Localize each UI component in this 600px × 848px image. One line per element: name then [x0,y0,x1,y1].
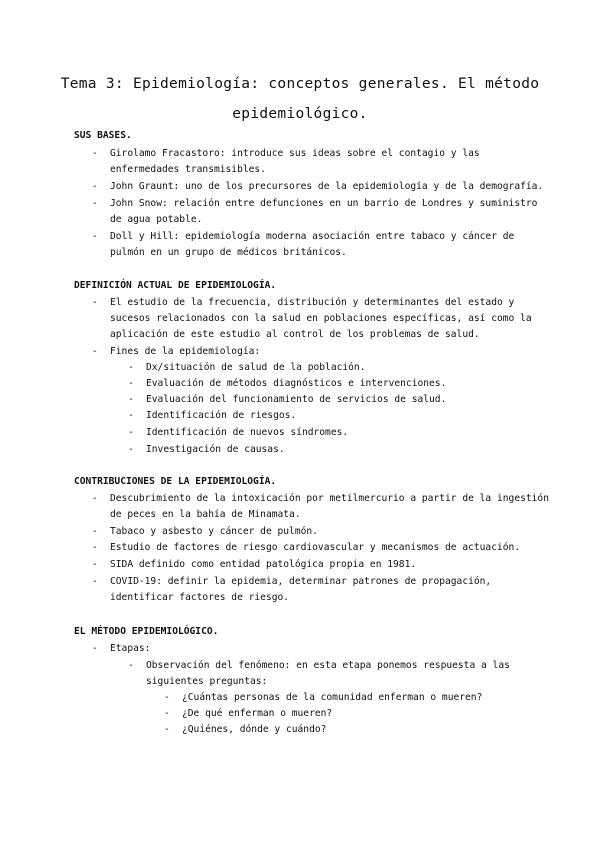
list-item-text: Fines de la epidemiología: [110,346,261,357]
bullet-dash: - [92,181,98,192]
sublist-item-text: Investigación de causas. [146,444,285,455]
bullet-dash: - [92,643,98,654]
bullet-dash: - [128,444,134,455]
bullet-dash: - [128,427,134,438]
list-item-text: El estudio de la frecuencia, distribución y determinantes del estado y [110,297,515,308]
sublist-item-text: Identificación de nuevos síndromes. [146,427,349,438]
section-heading-bases: SUS BASES. [74,130,132,141]
bullet-dash: - [164,708,170,719]
bullet-dash: - [128,378,134,389]
list-item-text: identificar factores de riesgo. [110,592,290,603]
sublist-item-text: siguientes preguntas: [146,676,268,687]
list-item-text: Girolamo Fracastoro: introduce sus ideas sobre el contagio y las [110,148,480,159]
bullet-dash: - [128,362,134,373]
list-item-text: COVID-19: definir la epidemia, determinar patrones de propagación, [110,576,492,587]
sublist-item-text: Evaluación de métodos diagnósticos e intervenciones. [146,378,447,389]
list-item-text: Descubrimiento de la intoxicación por metilmercurio a partir de la ingestión [110,493,549,504]
bullet-dash: - [128,660,134,671]
bullet-dash: - [92,576,98,587]
list-item-text: Tabaco y asbesto y cáncer de pulmón. [110,526,318,537]
bullet-dash: - [92,148,98,159]
sublist-item-text: Dx/situación de salud de la población. [146,362,366,373]
bullet-dash: - [128,410,134,421]
sublist-item-text: Identificación de riesgos. [146,410,297,421]
bullet-dash: - [92,526,98,537]
list-item-text: pulmón en un grupo de médicos británicos. [110,247,347,258]
bullet-dash: - [164,692,170,703]
section-heading-definicion: DEFINICIÓN ACTUAL DE EPIDEMIOLOGÍA. [74,280,277,291]
list-item-text: Estudio de factores de riesgo cardiovascular y mecanismos de actuación. [110,542,521,553]
document-title-line-1: Tema 3: Epidemiología: conceptos generales. El método [60,76,540,92]
list-item-text: John Snow: relación entre defunciones en un barrio de Londres y suministro [110,198,538,209]
bullet-dash: - [92,559,98,570]
section-heading-contribuciones: CONTRIBUCIONES DE LA EPIDEMIOLOGÍA. [74,476,277,487]
bullet-dash: - [92,493,98,504]
bullet-dash: - [92,542,98,553]
list-item-text: enfermedades transmisibles. [110,164,266,175]
section-heading-metodo: EL MÉTODO EPIDEMIOLÓGICO. [74,626,219,637]
list-item-text: aplicación de este estudio al control de los problemas de salud. [110,329,480,340]
list-item-text: sucesos relacionados con la salud en poblaciones específicas, así como la [110,313,532,324]
list-item-text: John Graunt: uno de los precursores de la epidemiología y de la demografía. [110,181,544,192]
bullet-dash: - [128,394,134,405]
bullet-dash: - [164,724,170,735]
list-item-text: SIDA definido como entidad patológica propia en 1981. [110,559,417,570]
question-item-text: ¿De qué enferman o mueren? [182,708,333,719]
sublist-item-text: Evaluación del funcionamiento de servicios de salud. [146,394,447,405]
list-item-text: de agua potable. [110,214,203,225]
question-item-text: ¿Quiénes, dónde y cuándo? [182,724,327,735]
document-title-line-2: epidemiológico. [232,106,368,122]
sublist-item-text: Observación del fenómeno: en esta etapa ponemos respuesta a las [146,660,510,671]
bullet-dash: - [92,297,98,308]
question-item-text: ¿Cuántas personas de la comunidad enferman o mueren? [182,692,483,703]
bullet-dash: - [92,346,98,357]
bullet-dash: - [92,231,98,242]
list-item-text: Etapas: [110,643,151,654]
list-item-text: de peces en la bahía de Minamata. [110,509,301,520]
list-item-text: Doll y Hill: epidemiología moderna asociación entre tabaco y cáncer de [110,231,515,242]
bullet-dash: - [92,198,98,209]
